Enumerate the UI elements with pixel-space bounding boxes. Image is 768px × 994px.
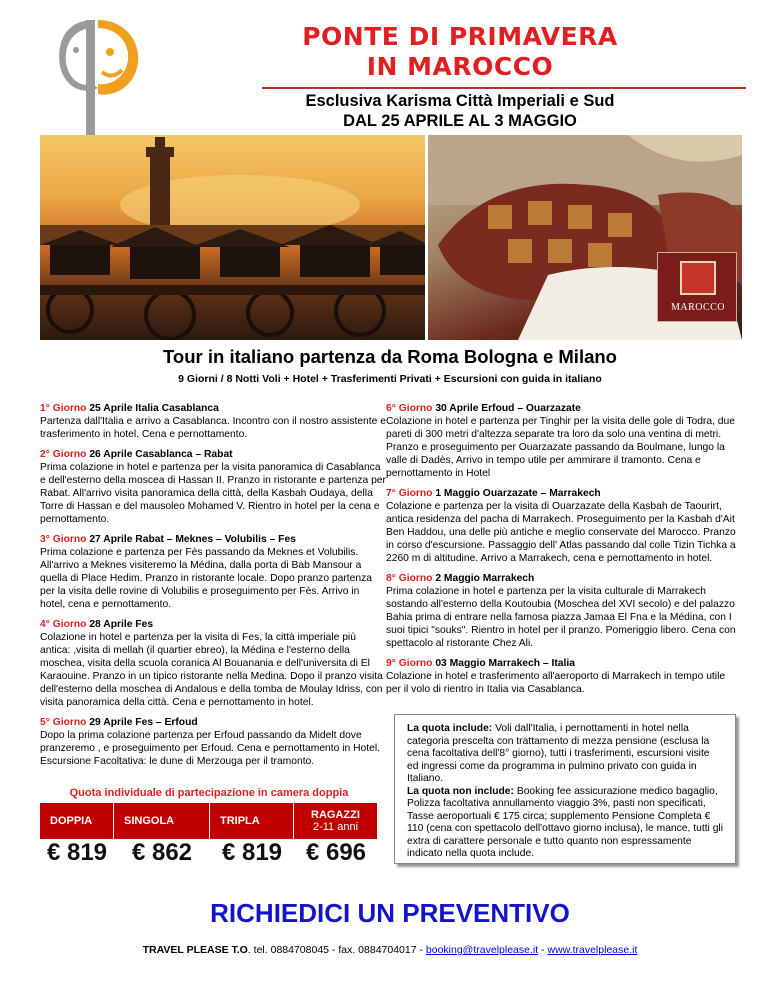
day-description: Colazione in hotel e partenza per Tinghir per la visita delle gole di Todra, due pareti di 300 metri d'altezza separate tra loro da solo una ventina di metri. Pranzo e proseguimento per Ouarzazate passando da Boulmane, lungo la valle di Dadès, Arrivo in tempo utile per ammirare il tramonto. Cena e pernottamento in Hotel [386,416,735,479]
itinerary-right-column [386,402,742,703]
day-item [386,572,742,650]
quote-include: La quota include: Voli dall'Italia, i pernottamenti in hotel nella categoria prescelta con trattamento di mezza pensione (esclusa la cena facoltativa dell'8° giorno), tutti i trasferimenti, escursioni visite ed ingressi come da programma in pulmino privato con guida in Italiano. [407,723,710,784]
quote-info-box [394,714,736,864]
subtitle-line-1: Esclusiva Karisma Città Imperiali e Sud [305,92,615,110]
quote-exclude: La quota non include: Booking fee assicurazione medico bagaglio, Polizza facoltativa annullamento viaggio 3%, pasti non specificati, Tasse aeroportuali € 175 circa; supplemento Pensione Completa € 110 (cena con spettacolo dell'ottavo giorno inclusa), le mance, tutti gli extra di carattere personale e tutto quanto non espressamente indicato nella quota include. [407,785,724,859]
price-header-tripla: TRIPLA [210,803,294,839]
price-value-singola: € 862 [131,839,193,866]
day-item [386,657,742,696]
day-item [386,487,742,565]
day-title: 4° Giorno 28 Aprile Fes [40,619,154,630]
day-title: 6° Giorno 30 Aprile Erfoud – Ouarzazate [386,403,581,414]
pricing-heading: Quota individuale di partecipazione in camera doppia [69,787,349,799]
price-header-singola: SINGOLA [114,803,210,839]
day-description: Colazione e partenza per la visita di Ouarzazate della Kasbah de Taourirt, antica residenza del pacha di Marrakech. Proseguimento per la Kasbah d'Ait Ben Haddou, una delle più antiche e meglio conservate del Marocco. Pranzo in corso d'escursione. Passaggio dell' Atlas passando dal colle Tizin Tichka a 2260 m di altitudine. Arrivo a Marrakech, cena e pernottamento in hotel. [386,501,736,564]
day-title: 9° Giorno 03 Maggio Marrakech – Italia [386,658,575,669]
day-description: Prima colazione e partenza per Fès passando da Meknes et Volubilis. All'arrivo a Meknes visiteremo la Médina, dalla porta di Bab Mansour a quella di Place Hedim. Pranzo in ristorante locale. Dopo pranzo partenza per la visita delle rovine di Volubilis e proseguimento per Fès. Arrivo in hotel, cena e pernottamento. [40,547,372,610]
website-link[interactable]: www.travelplease.it [547,944,638,956]
price-value-tripla: € 819 [221,839,283,866]
day-description: Prima colazione in hotel e partenza per la visita panoramica di Casablanca e dell'esterno della moscea di Hassan II. Pranzo in ristorante e partenza per Rabat. All'arrivo visita panoramica della città, della Kasbah Oudaya, della Torre di Hassan e del mausoleo Mohamed V. Rientro in hotel per la cena e pernottamento. [40,462,386,525]
price-header-ragazzi: RAGAZZI 2-11 anni [294,803,378,839]
phone-fax: . tel. 0884708045 - fax. 0884704017 - [247,944,426,956]
pricing-table [40,803,378,867]
itinerary-left-column [40,402,386,775]
day-title: 1° Giorno 25 Aprile Italia Casablanca [40,403,219,414]
marrakech-square-photo [40,135,425,340]
subtitle-line-2: DAL 25 APRILE AL 3 MAGGIO [343,112,577,130]
title-line-1: PONTE DI PRIMAVERA [302,22,618,51]
tour-subtitle: 9 Giorni / 8 Notti Voli + Hotel + Trasferimenti Privati + Escursioni con guida in italiano [178,373,602,385]
request-quote-link[interactable]: RICHIEDICI UN PREVENTIVO [210,898,570,928]
day-item [40,402,386,441]
price-header-doppia: DOPPIA [40,803,114,839]
price-value-ragazzi: € 696 [305,839,367,866]
title-line-2: IN MAROCCO [366,52,554,81]
tour-title: Tour in italiano partenza da Roma Bologna e Milano [163,346,617,367]
day-title: 8° Giorno 2 Maggio Marrakech [386,573,535,584]
day-description: Prima colazione in hotel e partenza per la visita culturale di Marrakech sostando all'esterno della Koutoubia (Moschea del XVI secolo) e del palazzo Bahia prima di entrare nella famosa piazza Jamaa El Fna e la Médina, con I suoi tipici "souks". Rientro in hotel per il pranzo. Pomeriggio libero. Cena con spettacolo al ristorante Chez Ali. [386,586,736,649]
day-description: Dopo la prima colazione partenza per Erfoud passando da Midelt dove pranzeremo , e proseguimento per Erfoud. Cena e pernottamento in Hotel. Escursione Facoltativa: le dune di Merzouga per il tramonto. [40,730,380,767]
email-link[interactable]: booking@travelplease.it [425,944,539,956]
price-value-doppia: € 819 [46,839,108,866]
day-item [40,716,386,768]
footer-contacts: TRAVEL PLEASE T.O. tel. 0884708045 - fax. 0884704017 - booking@travelplease.it - www.travelplease.it [142,944,638,956]
day-title: 5° Giorno 29 Aprile Fes – Erfoud [40,717,198,728]
day-title: 3° Giorno 27 Aprile Rabat – Meknes – Volubilis – Fes [40,534,296,545]
badge-label: MAROCCO [670,302,726,313]
day-description: Colazione in hotel e trasferimento all'aeroporto di Marrakech in tempo utile per il volo di rientro in Italia via Casablanca. [386,671,726,695]
day-item [40,448,386,526]
company-name: TRAVEL PLEASE T.O [142,944,248,956]
page-subtitle [200,91,720,131]
day-description: Partenza dall'Italia e arrivo a Casablanca. Incontro con il nostro assistente e trasferimento in hotel. Cena e pernottamento. [40,416,386,440]
day-item [386,402,742,480]
day-item [40,618,386,709]
title-divider [262,87,746,89]
palm-tree-icon [680,261,716,295]
page-title [200,22,720,82]
day-title: 2° Giorno 26 Aprile Casablanca – Rabat [40,449,233,460]
day-title: 7° Giorno 1 Maggio Ouarzazate – Marrakech [386,488,601,499]
marocco-badge [657,252,737,322]
travel-please-logo [52,14,142,142]
day-item [40,533,386,611]
day-description: Colazione in hotel e partenza per la visita di Fes, la città imperiale più antica: ,visita di mellah (il quartier ebreo), la Médina e l'esterno della moschea, visita della scuola coranica Al Bouanania e dell'universita di El Karaouine. Pranzo in un tipico ristorante nella Medina. Dopo il pranzo visita dell'esterno della moschea di Andalous e della tomba de Moulay Idriss, con visita panoramica della città. Cena e pernottamento in hotel. [40,632,383,708]
